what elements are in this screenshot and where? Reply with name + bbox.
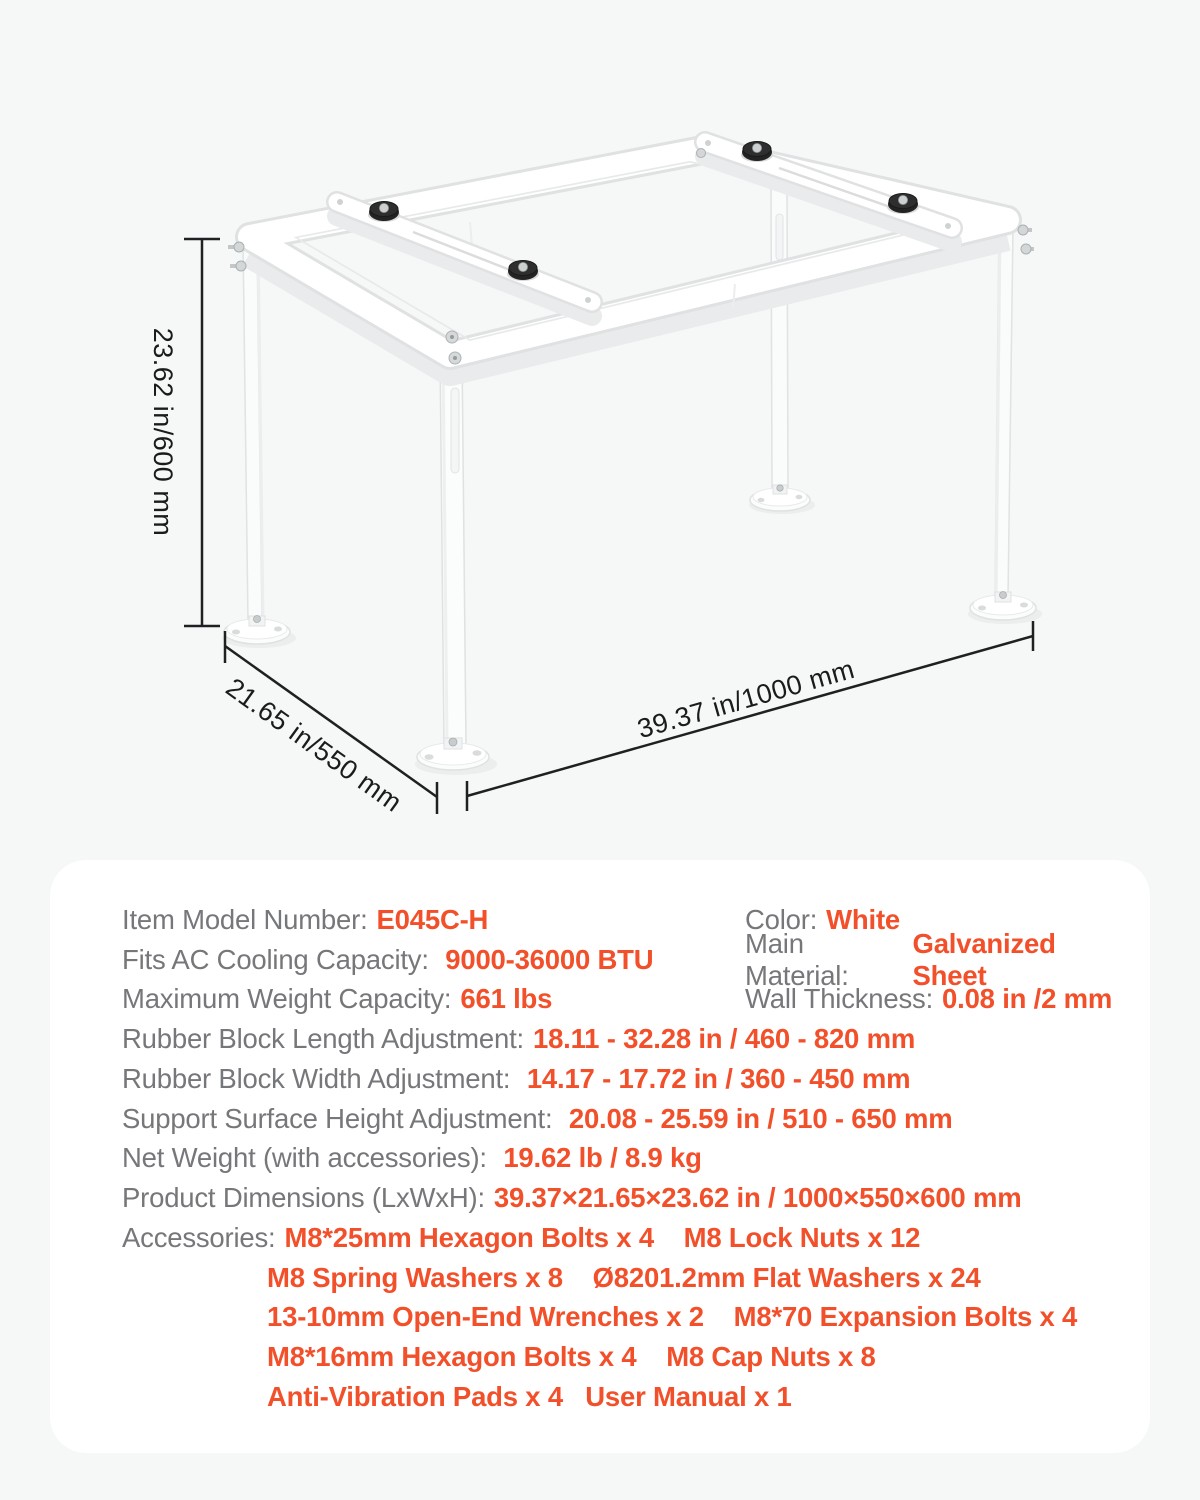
spec-value: M8 Spring Washers x 8 Ø8201.2mm Flat Washers x 24 [267,1261,981,1293]
spec-row-accessories-3 [122,1298,1122,1338]
spec-list [122,900,1122,1417]
spec-value: 39.37×21.65×23.62 in / 1000×550×600 mm [493,1182,1022,1214]
spec-row-accessories [122,1218,1122,1258]
spec-col2 [745,980,1112,1020]
spec-label: Item Model Number: [122,903,368,935]
spec-value: 661 lbs [460,983,553,1015]
spec-label: Support Surface Height Adjustment: [122,1102,553,1134]
height-dimension-line [184,239,220,626]
back-left-leg [224,240,290,644]
spec-label: Maximum Weight Capacity: [122,983,452,1015]
spec-row-product-dimensions [122,1178,1122,1218]
back-right-leg [750,186,810,511]
depth-dimension-line [225,631,437,814]
spec-col2 [745,927,1122,991]
spec-row-accessories-5 [122,1377,1122,1417]
top-frame [250,150,1007,371]
spec-panel [50,860,1150,1453]
height-dimension-label: 23.62 in/600 mm [148,327,178,537]
depth-dimension-label: 21.65 in/550 mm [220,672,408,818]
spec-label: Main Material: [745,927,849,991]
rubber-knob [368,202,400,223]
spec-row-height-adjustment [122,1099,1122,1139]
spec-value: 13-10mm Open-End Wrenches x 2 M8*70 Expansion Bolts x 4 [267,1301,1078,1333]
width-dimension-line [467,621,1033,811]
spec-row-capacity-material [122,927,1122,991]
spec-label: Color: [745,903,818,935]
spec-label: Fits AC Cooling Capacity: [122,943,429,975]
rubber-knob [507,261,539,282]
spec-value: 14.17 - 17.72 in / 360 - 450 mm [519,1062,911,1094]
spec-value: Anti-Vibration Pads x 4 User Manual x 1 [267,1380,792,1412]
spec-label: Rubber Block Length Adjustment: [122,1023,524,1055]
spec-label: Rubber Block Width Adjustment: [122,1062,511,1094]
spec-row-accessories-4 [122,1337,1122,1377]
spec-value: E045C-H [376,903,489,935]
spec-value: M8*16mm Hexagon Bolts x 4 M8 Cap Nuts x 8 [267,1341,876,1373]
spec-label: Net Weight (with accessories): [122,1142,487,1174]
front-left-leg [417,352,489,770]
rubber-knob [741,142,773,163]
spec-value: M8*25mm Hexagon Bolts x 4 M8 Lock Nuts x 12 [284,1221,921,1253]
spec-value: 20.08 - 25.59 in / 510 - 650 mm [561,1102,953,1134]
rubber-knob [887,194,919,215]
spec-value: 19.62 lb / 8.9 kg [495,1142,702,1174]
spec-row-weight-wall [122,980,1122,1020]
spec-value: 0.08 in /2 mm [942,983,1113,1015]
spec-value: Galvanized Sheet [912,927,1064,991]
spec-row-width-adjustment [122,1059,1122,1099]
spec-row-length-adjustment [122,1019,1122,1059]
width-dimension-label: 39.37 in/1000 mm [634,653,858,745]
foot-shadows [222,496,1042,775]
spec-value: White [826,903,901,935]
spec-row-net-weight [122,1139,1122,1179]
spec-label: Wall Thickness: [745,983,934,1015]
spec-label: Product Dimensions (LxWxH): [122,1182,485,1214]
spec-value: 9000-36000 BTU [437,943,654,975]
right-leg [970,227,1036,620]
spec-row-accessories-2 [122,1258,1122,1298]
spec-label: Accessories: [122,1221,276,1253]
spec-value: 18.11 - 32.28 in / 460 - 820 mm [532,1023,916,1055]
